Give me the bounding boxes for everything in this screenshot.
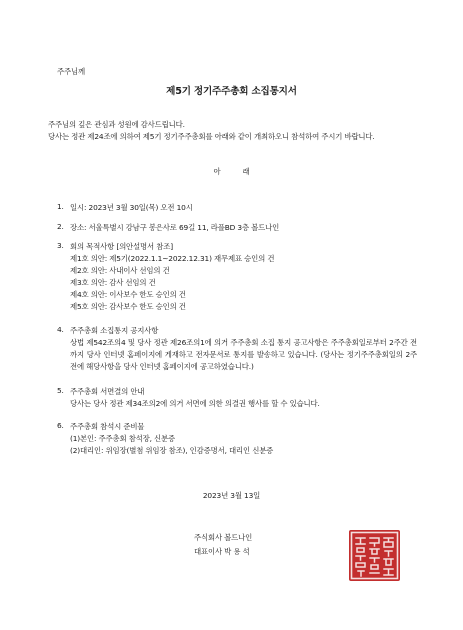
- item-line: 제3호 의안: 감사 선임의 건: [70, 278, 156, 288]
- item-line: 제2호 의안: 사내이사 선임의 건: [70, 266, 170, 276]
- item-number: 2.: [57, 222, 64, 231]
- item-line: (2)대리인: 위임장(별첨 위임장 참조), 인감증명서, 대리인 신분증: [70, 446, 274, 456]
- item-line: 회의 목적사항 [의안설명서 참조]: [70, 242, 173, 251]
- item-line: 장소: 서울특별시 강남구 봉은사로 69길 11, 라플BD 3층 볼드나인: [70, 223, 280, 232]
- item-number: 3.: [57, 241, 64, 250]
- item-heading: 주주총회 소집통지 공지사항: [70, 326, 159, 335]
- company-seal-icon: [349, 530, 400, 581]
- page-title: 제5기 정기주주총회 소집통지서: [166, 86, 297, 97]
- item-paragraph: 상법 제542조의4 및 당사 정관 제26조의1에 의거 주주총회 소집 통지 공고사항은 주주총회일로부터 2주간 전까지 당사 인터넷 홈페이지에 게재하고 전자문서로 통지를 발송하고 있습니다. (당사는 정기주주총회일의 2주 전에 해당사항을 당사 인터넷 홈페이지에 공고하였습니다.): [70, 338, 417, 372]
- intro-paragraph: [48, 119, 375, 143]
- item-line: 제4호 의안: 이사보수 한도 승인의 건: [70, 290, 186, 300]
- addressee: 주주님께: [57, 67, 85, 76]
- notice-date: 2023년 3월 13일: [202, 491, 261, 500]
- representative-name: 대표이사 박 용 석: [194, 547, 250, 556]
- item-number: 5.: [57, 386, 64, 395]
- item-number: 6.: [57, 421, 64, 430]
- item-line: 제1호 의안: 제5기(2022.1.1~2022.12.31) 재무제표 승인의 건: [70, 254, 275, 264]
- item-line: (1)본인: 주주총회 참석장, 신분증: [70, 434, 176, 444]
- intro-line: 당사는 정관 제24조에 의하여 제5기 정기주주총회를 아래와 같이 개최하오니 참석하여 주시기 바랍니다.: [48, 132, 375, 142]
- intro-line: 주주님의 깊은 관심과 성원에 감사드립니다.: [48, 120, 185, 129]
- item-line: 일시: 2023년 3월 30일(목) 오전 10시: [70, 203, 193, 212]
- item-line: 주주총회 참석시 준비물: [70, 422, 145, 431]
- section-heading: 아 래: [213, 167, 250, 176]
- item-number: 4.: [57, 325, 64, 334]
- company-name: 주식회사 볼드나인: [194, 533, 253, 542]
- item-line: 주주총회 서면결의 안내: [70, 387, 145, 396]
- item-line: 제5호 의안: 감사보수 한도 승인의 건: [70, 302, 186, 312]
- item-line: 당사는 당사 정관 제34조의2에 의거 서면에 의한 의결권 행사를 할 수 있습니다.: [70, 399, 320, 409]
- item-number: 1.: [57, 202, 64, 211]
